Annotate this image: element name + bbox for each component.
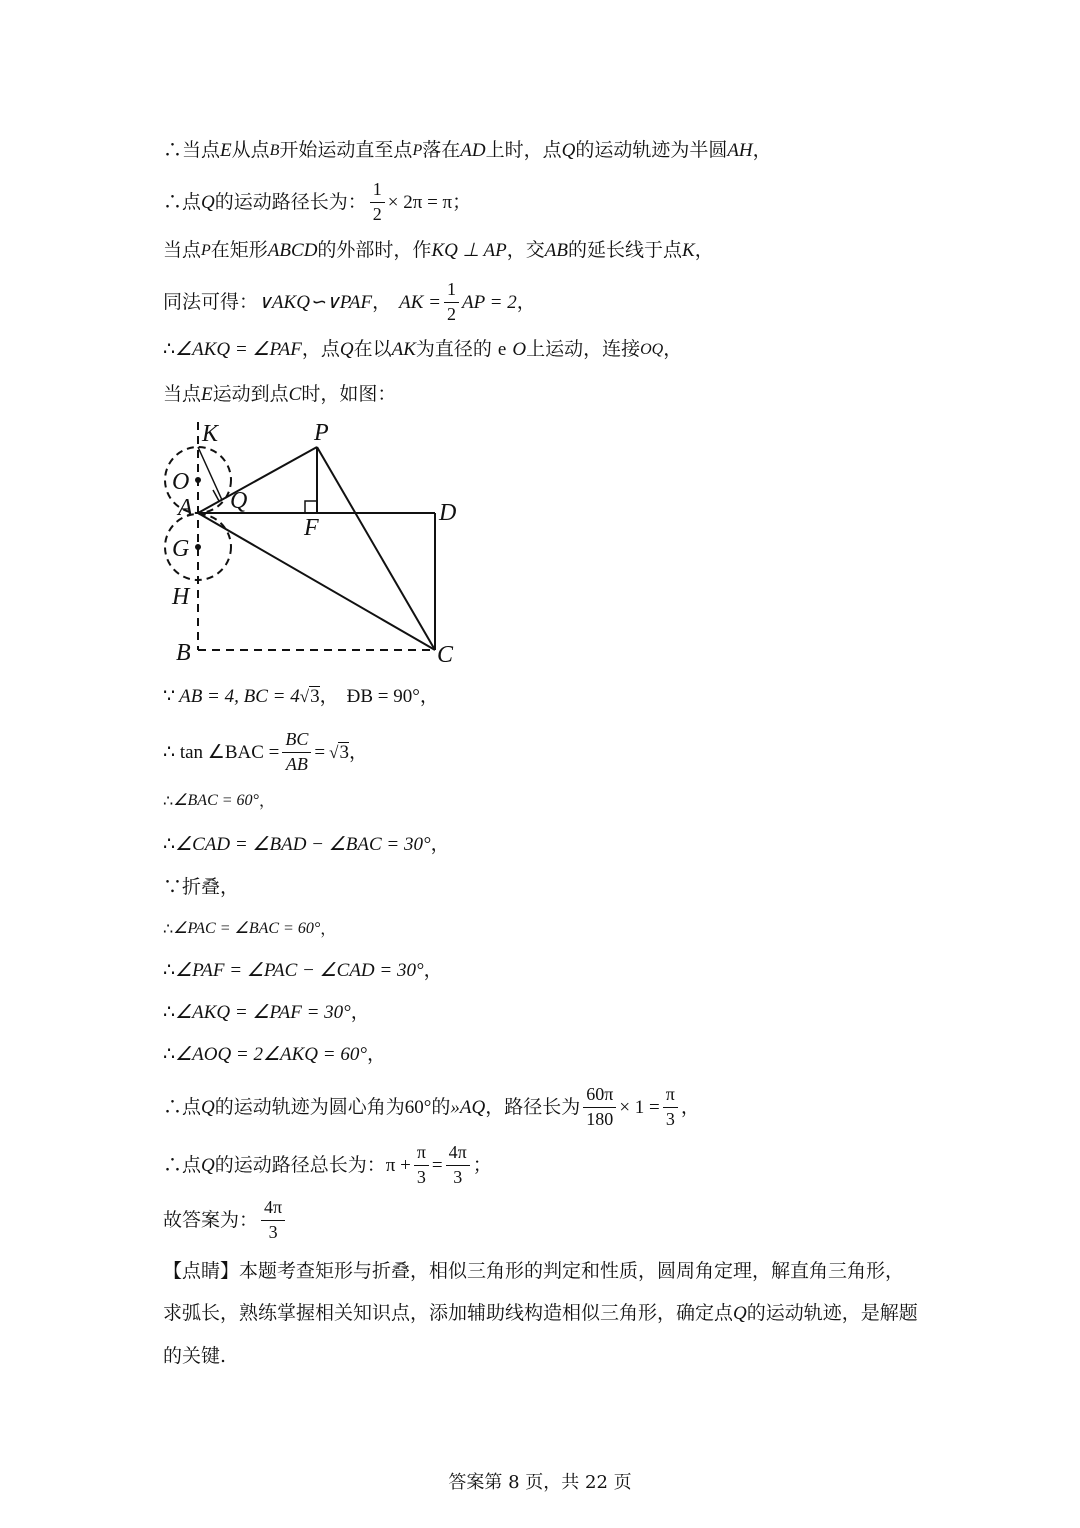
circle-symbol: e (497, 339, 507, 360)
math: OQ (640, 340, 664, 358)
label-d: D (439, 500, 457, 526)
math: AK = (399, 291, 441, 313)
text-line-4 (163, 280, 536, 325)
math: ∠PAF = ∠PAC − ∠CAD = 30° (175, 960, 424, 981)
math: × 1 = (619, 1096, 660, 1118)
math: ∠AKQ = ∠PAF (175, 339, 302, 360)
text: ， (419, 684, 439, 707)
text: ， (694, 239, 714, 261)
math: C (288, 384, 302, 405)
text-line-2 (163, 180, 471, 225)
text: 当点 (163, 383, 202, 405)
sqrt-radicand: 3 (339, 742, 349, 764)
math: AD (460, 140, 486, 161)
fraction (370, 180, 385, 225)
text: ， (430, 833, 450, 855)
math: = (314, 741, 326, 763)
text: 的 (431, 1095, 451, 1118)
text-line-7: ∵ AB = 4, BC = 4 √ 3 ， ÐB = 90° ， (163, 684, 439, 707)
numerator: π (414, 1143, 429, 1166)
geometry-figure (150, 410, 480, 680)
text: 在以 (353, 338, 392, 360)
text-line-14 (163, 1003, 370, 1022)
label-g: G (172, 536, 190, 562)
denominator: 2 (372, 203, 382, 224)
label-p: P (314, 420, 329, 446)
text-line-8: ∴ tan ∠BAC = $\frac{BC}{AB}$ = √ 3 ， (163, 729, 368, 774)
text-line-11 (163, 878, 239, 897)
text: 的运动轨迹为圆心角为 (214, 1095, 405, 1118)
math: 60° (404, 1096, 432, 1118)
math: AB = 4, BC = 4 (179, 685, 300, 707)
numerator: 60π (583, 1085, 616, 1108)
text: 上运动，连接 (526, 338, 641, 360)
numerator: 4π (446, 1143, 470, 1166)
text-line-6 (163, 385, 396, 404)
text: ∴ (163, 791, 174, 810)
text: ∴点 (163, 1095, 202, 1118)
text-line-12 (163, 921, 336, 937)
denominator: 3 (416, 1166, 426, 1187)
text: ∵折叠， (163, 876, 240, 898)
text: 为直径的 (415, 338, 492, 360)
math: × 2π = π (387, 191, 453, 213)
text: 运动到点 (212, 383, 289, 405)
text: 从点 (231, 139, 270, 161)
text-line-10 (163, 835, 450, 854)
text: ∴ (163, 1043, 176, 1065)
text: ∴ (163, 959, 176, 981)
text: 落在 (422, 139, 461, 161)
fraction (414, 1143, 429, 1188)
text: ， (516, 290, 536, 313)
text-line-3 (163, 241, 714, 260)
label-k: K (202, 421, 219, 447)
text: ∴点 (163, 1153, 202, 1176)
text: ，交 (506, 239, 545, 261)
fraction (444, 280, 459, 325)
text-line-17 (163, 1143, 492, 1188)
numerator: 4π (261, 1198, 285, 1221)
math: π + (385, 1154, 411, 1176)
label-q: Q (230, 488, 248, 514)
math: AH (727, 140, 753, 161)
text: ∴ (163, 833, 176, 855)
math: AP = 2 (462, 291, 517, 313)
numerator: BC (282, 730, 311, 753)
text: ， (350, 1001, 370, 1023)
math: Q (201, 1154, 215, 1176)
text: 的外部时，作 (317, 239, 432, 261)
math: Q (201, 191, 215, 213)
remark-text-end: 的运动轨迹，是解题的关键. (163, 1302, 918, 1367)
numerator: π (663, 1085, 678, 1108)
text: ，路径长为 (485, 1095, 581, 1118)
math: ÐB = 90° (346, 685, 420, 707)
text: 同法可得： (163, 290, 259, 313)
denominator: 3 (268, 1221, 278, 1242)
math: E (220, 140, 232, 161)
numerator: 1 (370, 180, 385, 203)
text: ， (372, 290, 392, 313)
math: Q (201, 1096, 215, 1118)
text-line-18 (163, 1198, 288, 1243)
fraction (282, 730, 311, 775)
fraction (446, 1143, 470, 1188)
text: 上时，点 (485, 139, 562, 161)
text-line-9 (163, 793, 275, 809)
math: ∠AOQ = 2∠AKQ = 60° (175, 1044, 367, 1065)
segment-ap (198, 447, 317, 513)
math: P (201, 241, 211, 259)
label-h: H (172, 584, 190, 610)
math: »AQ (450, 1096, 486, 1118)
math: AB (544, 240, 568, 261)
remark-text: 本题考查矩形与折叠，相似三角形的判定和性质，圆周角定理，解直角三角形，求弧长，熟练掌握相关知识点，添加辅助线构造相似三角形，确定点 (163, 1260, 905, 1324)
text: ∴ (163, 919, 174, 938)
denominator: 180 (586, 1108, 614, 1129)
text: ， (663, 338, 683, 360)
text-line-5 (163, 340, 682, 359)
label-f: F (304, 515, 319, 541)
text: ， (752, 139, 772, 161)
fraction (261, 1198, 285, 1243)
point-o (195, 477, 201, 483)
text: 故答案为： (163, 1208, 259, 1231)
page-footer: 答案第 8 页，共 22 页 (448, 1472, 632, 1493)
text: ， (258, 791, 275, 810)
denominator: 3 (453, 1166, 463, 1187)
text: ， (680, 1095, 700, 1118)
text: ∴ (163, 1001, 176, 1023)
text-line-1 (163, 141, 772, 160)
label-c: C (437, 642, 454, 668)
remark-paragraph (163, 1250, 923, 1377)
sqrt-radicand: 3 (310, 686, 320, 707)
math: P (412, 141, 423, 159)
math: ∨AKQ∽∨PAF (258, 291, 373, 313)
numerator: 1 (444, 280, 459, 303)
label-o: O (172, 469, 190, 495)
math: ∠CAD = ∠BAD − ∠BAC = 30° (175, 834, 431, 855)
text: 开始运动直至点 (279, 139, 413, 161)
remark-tag: 【点睛】 (163, 1260, 240, 1282)
segment-kq (198, 447, 222, 500)
denominator: 2 (447, 303, 456, 324)
label-a: A (178, 495, 193, 521)
point-g (195, 544, 201, 550)
text: ∵ (163, 684, 176, 707)
text-line-16 (163, 1085, 700, 1130)
text: 当点 (163, 239, 202, 261)
text: ， (366, 1043, 386, 1065)
math: KQ ⊥ AP (431, 240, 507, 261)
fraction (663, 1085, 678, 1130)
text-line-15 (163, 1045, 386, 1064)
text: ∴ (163, 338, 176, 360)
text: 的运动轨迹为半圆 (575, 139, 728, 161)
math: E (201, 384, 213, 405)
label-b: B (176, 640, 191, 666)
text: 在矩形 (210, 239, 268, 261)
segment-pc (317, 447, 435, 650)
text: 的延长线于点 (568, 239, 683, 261)
math: Q (339, 339, 354, 360)
text: 时，如图： (301, 383, 397, 405)
denominator: AB (285, 753, 308, 774)
math: AK (391, 339, 416, 360)
math: K (682, 240, 695, 261)
math: ABCD (267, 240, 318, 261)
text-line-13 (163, 961, 443, 980)
text: ∴点 (163, 190, 202, 213)
math: ∠PAC = ∠BAC = 60° (173, 920, 321, 937)
text: ， (320, 919, 337, 938)
text: ； (472, 1153, 492, 1176)
text: 的运动路径总长为： (214, 1153, 386, 1176)
text: ， (423, 959, 443, 981)
fraction (583, 1085, 616, 1130)
text: ，点 (301, 338, 340, 360)
math: B (269, 141, 280, 159)
math: O (512, 339, 527, 360)
math: ∠BAC = 60° (173, 792, 259, 809)
text: ∴当点 (163, 139, 221, 161)
text: ； (452, 190, 472, 213)
text: ， (348, 740, 368, 763)
math: Q (733, 1303, 747, 1324)
math: = (431, 1154, 443, 1176)
denominator: 3 (665, 1108, 675, 1129)
text: ， (319, 684, 339, 707)
text: 的运动路径长为： (214, 190, 367, 213)
right-angle-f (305, 501, 317, 513)
math: Q (561, 140, 576, 161)
math: ∴ tan ∠BAC = (163, 741, 280, 763)
math: ∠AKQ = ∠PAF = 30° (175, 1002, 351, 1023)
